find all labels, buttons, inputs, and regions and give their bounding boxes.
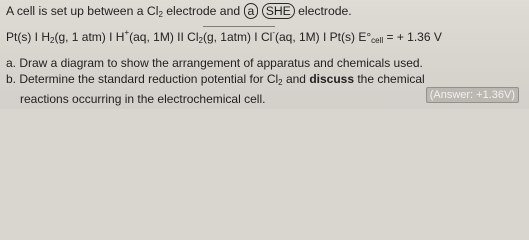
- annotation-circle-a: a: [244, 3, 259, 19]
- problem-line-1: [6, 3, 523, 23]
- part-b-mid: and: [282, 72, 310, 86]
- ecell-subscript: cell: [371, 36, 384, 45]
- cl-minus: -: [272, 28, 275, 37]
- part-a-text: a. Draw a diagram to show the arrangement of apparatus and chemicals used.: [6, 56, 423, 70]
- pt-left: Pt(s) I H: [6, 30, 50, 44]
- answer-box: (Answer: +1.36V): [426, 87, 519, 103]
- cl-state: (g, 1atm) I Cl: [202, 30, 273, 44]
- h-plus: +: [124, 28, 130, 37]
- cl-aq: (aq, 1M) I Pt(s) E°: [274, 30, 372, 44]
- part-a: [6, 55, 523, 71]
- line1-mid: electrode and: [162, 4, 244, 18]
- discuss-word: discuss: [309, 72, 355, 86]
- line1-suffix: electrode.: [294, 4, 352, 18]
- part-b-cl2-subscript: 2: [278, 78, 283, 87]
- problem-page: [0, 0, 529, 109]
- ecell-value: = + 1.36 V: [383, 30, 442, 44]
- h-aq: (aq, 1M) II Cl: [129, 30, 199, 44]
- part-b-line2-text: reactions occurring in the electrochemical cell.: [20, 92, 266, 106]
- chlorine-formula: $Cl_2$: [146, 4, 163, 19]
- h2-subscript: 2: [50, 36, 55, 45]
- cell-notation: [6, 25, 523, 49]
- overlined-cl-segment: [203, 25, 275, 45]
- part-b-suffix: the chemical: [354, 72, 425, 86]
- line1-prefix: A cell is set up between a: [6, 4, 147, 18]
- h2-state: (g, 1 atm) I H: [54, 30, 125, 44]
- cl2-subscript: 2: [198, 36, 203, 45]
- annotation-circle-she: SHE: [262, 3, 295, 19]
- part-b-prefix: b. Determine the standard reduction potential for Cl: [6, 72, 279, 86]
